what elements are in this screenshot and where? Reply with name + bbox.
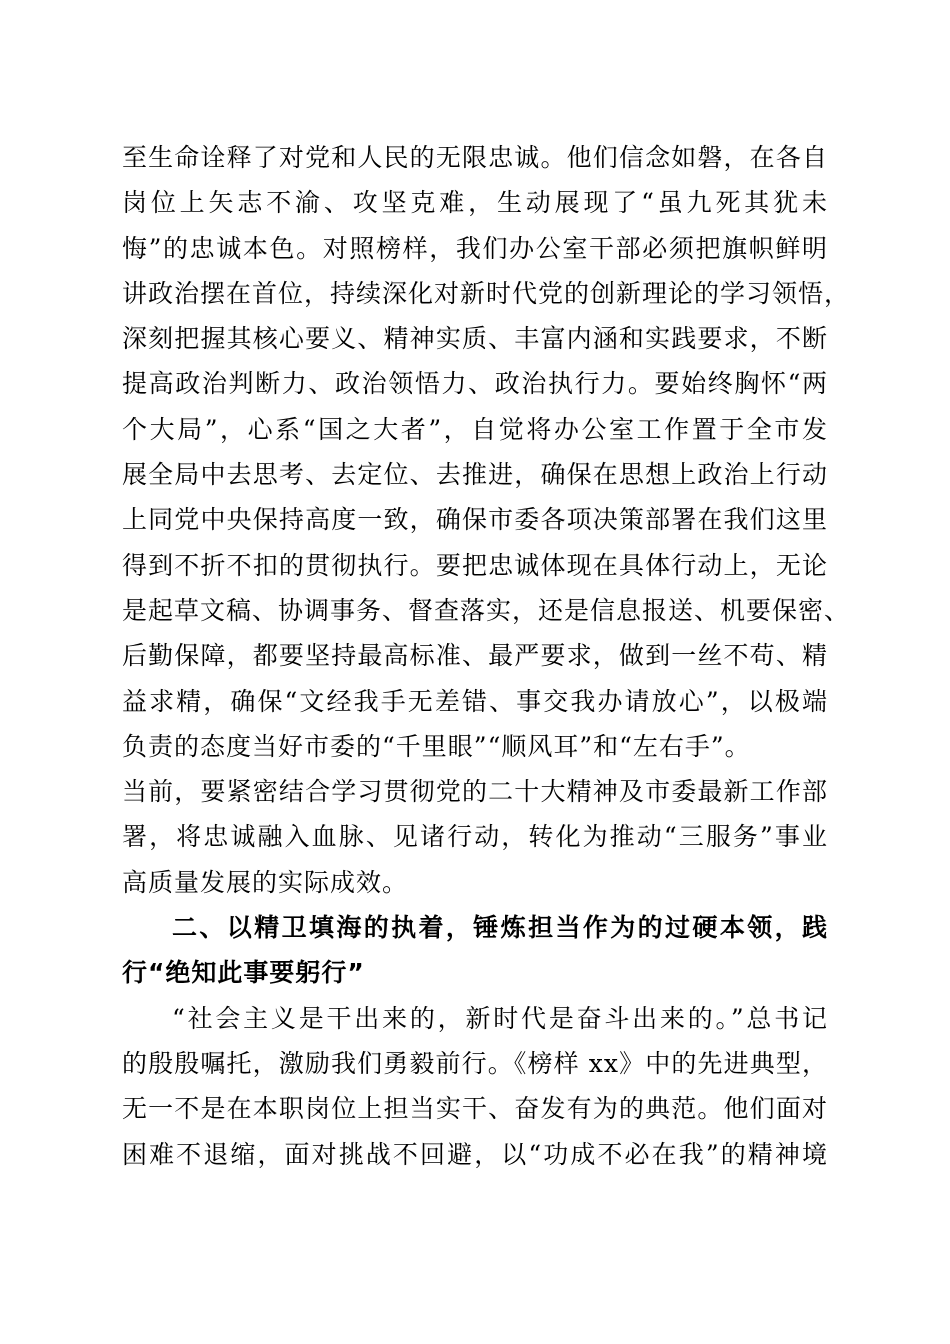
paragraph-line: 困难不退缩，面对挑战不回避，以“功成不必在我”的精神境 — [122, 1139, 828, 1169]
paragraph-line: 是起草文稿、协调事务、督查落实，还是信息报送、机要保密、 — [122, 595, 851, 625]
paragraph-line-last: 高质量发展的实际成效。 — [122, 867, 409, 897]
paragraph-line: 提高政治判断力、政治领悟力、政治执行力。要始终胸怀“两 — [122, 369, 828, 399]
paragraph-line: 当前，要紧密结合学习贯彻党的二十大精神及市委最新工作部 — [122, 777, 828, 807]
paragraph-line: 展全局中去思考、去定位、去推进，确保在思想上政治上行动 — [122, 460, 828, 490]
paragraph-line: 个大局”，心系“国之大者”，自觉将办公室工作置于全市发 — [122, 414, 828, 444]
paragraph-line: 益求精，确保“文经我手无差错、事交我办请放心”，以极端 — [122, 686, 828, 716]
document-body — [122, 135, 851, 1177]
paragraph-line-first: “社会主义是干出来的，新时代是奋斗出来的。”总书记 — [172, 1003, 828, 1033]
paragraph-line: 悔”的忠诚本色。对照榜样，我们办公室干部必须把旗帜鲜明 — [122, 233, 828, 263]
paragraph-line: 上同党中央保持高度一致，确保市委各项决策部署在我们这里 — [122, 505, 828, 535]
heading-line: 二、以精卫填海的执着，锤炼担当作为的过硬本领，践 — [172, 913, 828, 943]
paragraph-line: 署，将忠诚融入血脉、见诸行动，转化为推动“三服务”事业 — [122, 822, 828, 852]
paragraph-line: 的殷殷嘱托，激励我们勇毅前行。《榜样 xx》中的先进典型， — [122, 1048, 828, 1078]
paragraph-line: 至生命诠释了对党和人民的无限忠诚。他们信念如磐，在各自 — [122, 143, 828, 172]
paragraph-line: 讲政治摆在首位，持续深化对新时代党的创新理论的学习领悟， — [122, 278, 851, 308]
paragraph-line: 无一不是在本职岗位上担当实干、奋发有为的典范。他们面对 — [122, 1094, 828, 1124]
paragraph-line: 得到不折不扣的贯彻执行。要把忠诚体现在具体行动上，无论 — [122, 550, 828, 580]
paragraph-2 — [122, 996, 828, 1177]
heading-line: 行“绝知此事要躬行” — [122, 958, 365, 988]
paragraph-1 — [122, 135, 851, 905]
paragraph-line: 后勤保障，都要坚持最高标准、最严要求，做到一丝不苟、精 — [122, 641, 828, 671]
paragraph-line: 岗位上矢志不渝、攻坚克难，生动展现了“虽九死其犹未 — [122, 188, 828, 218]
paragraph-line: 深刻把握其核心要义、精神实质、丰富内涵和实践要求，不断 — [122, 324, 828, 354]
section-heading-2 — [122, 905, 828, 996]
paragraph-line: 负责的态度当好市委的“千里眼”“顺风耳”和“左右手”。 — [122, 731, 751, 761]
